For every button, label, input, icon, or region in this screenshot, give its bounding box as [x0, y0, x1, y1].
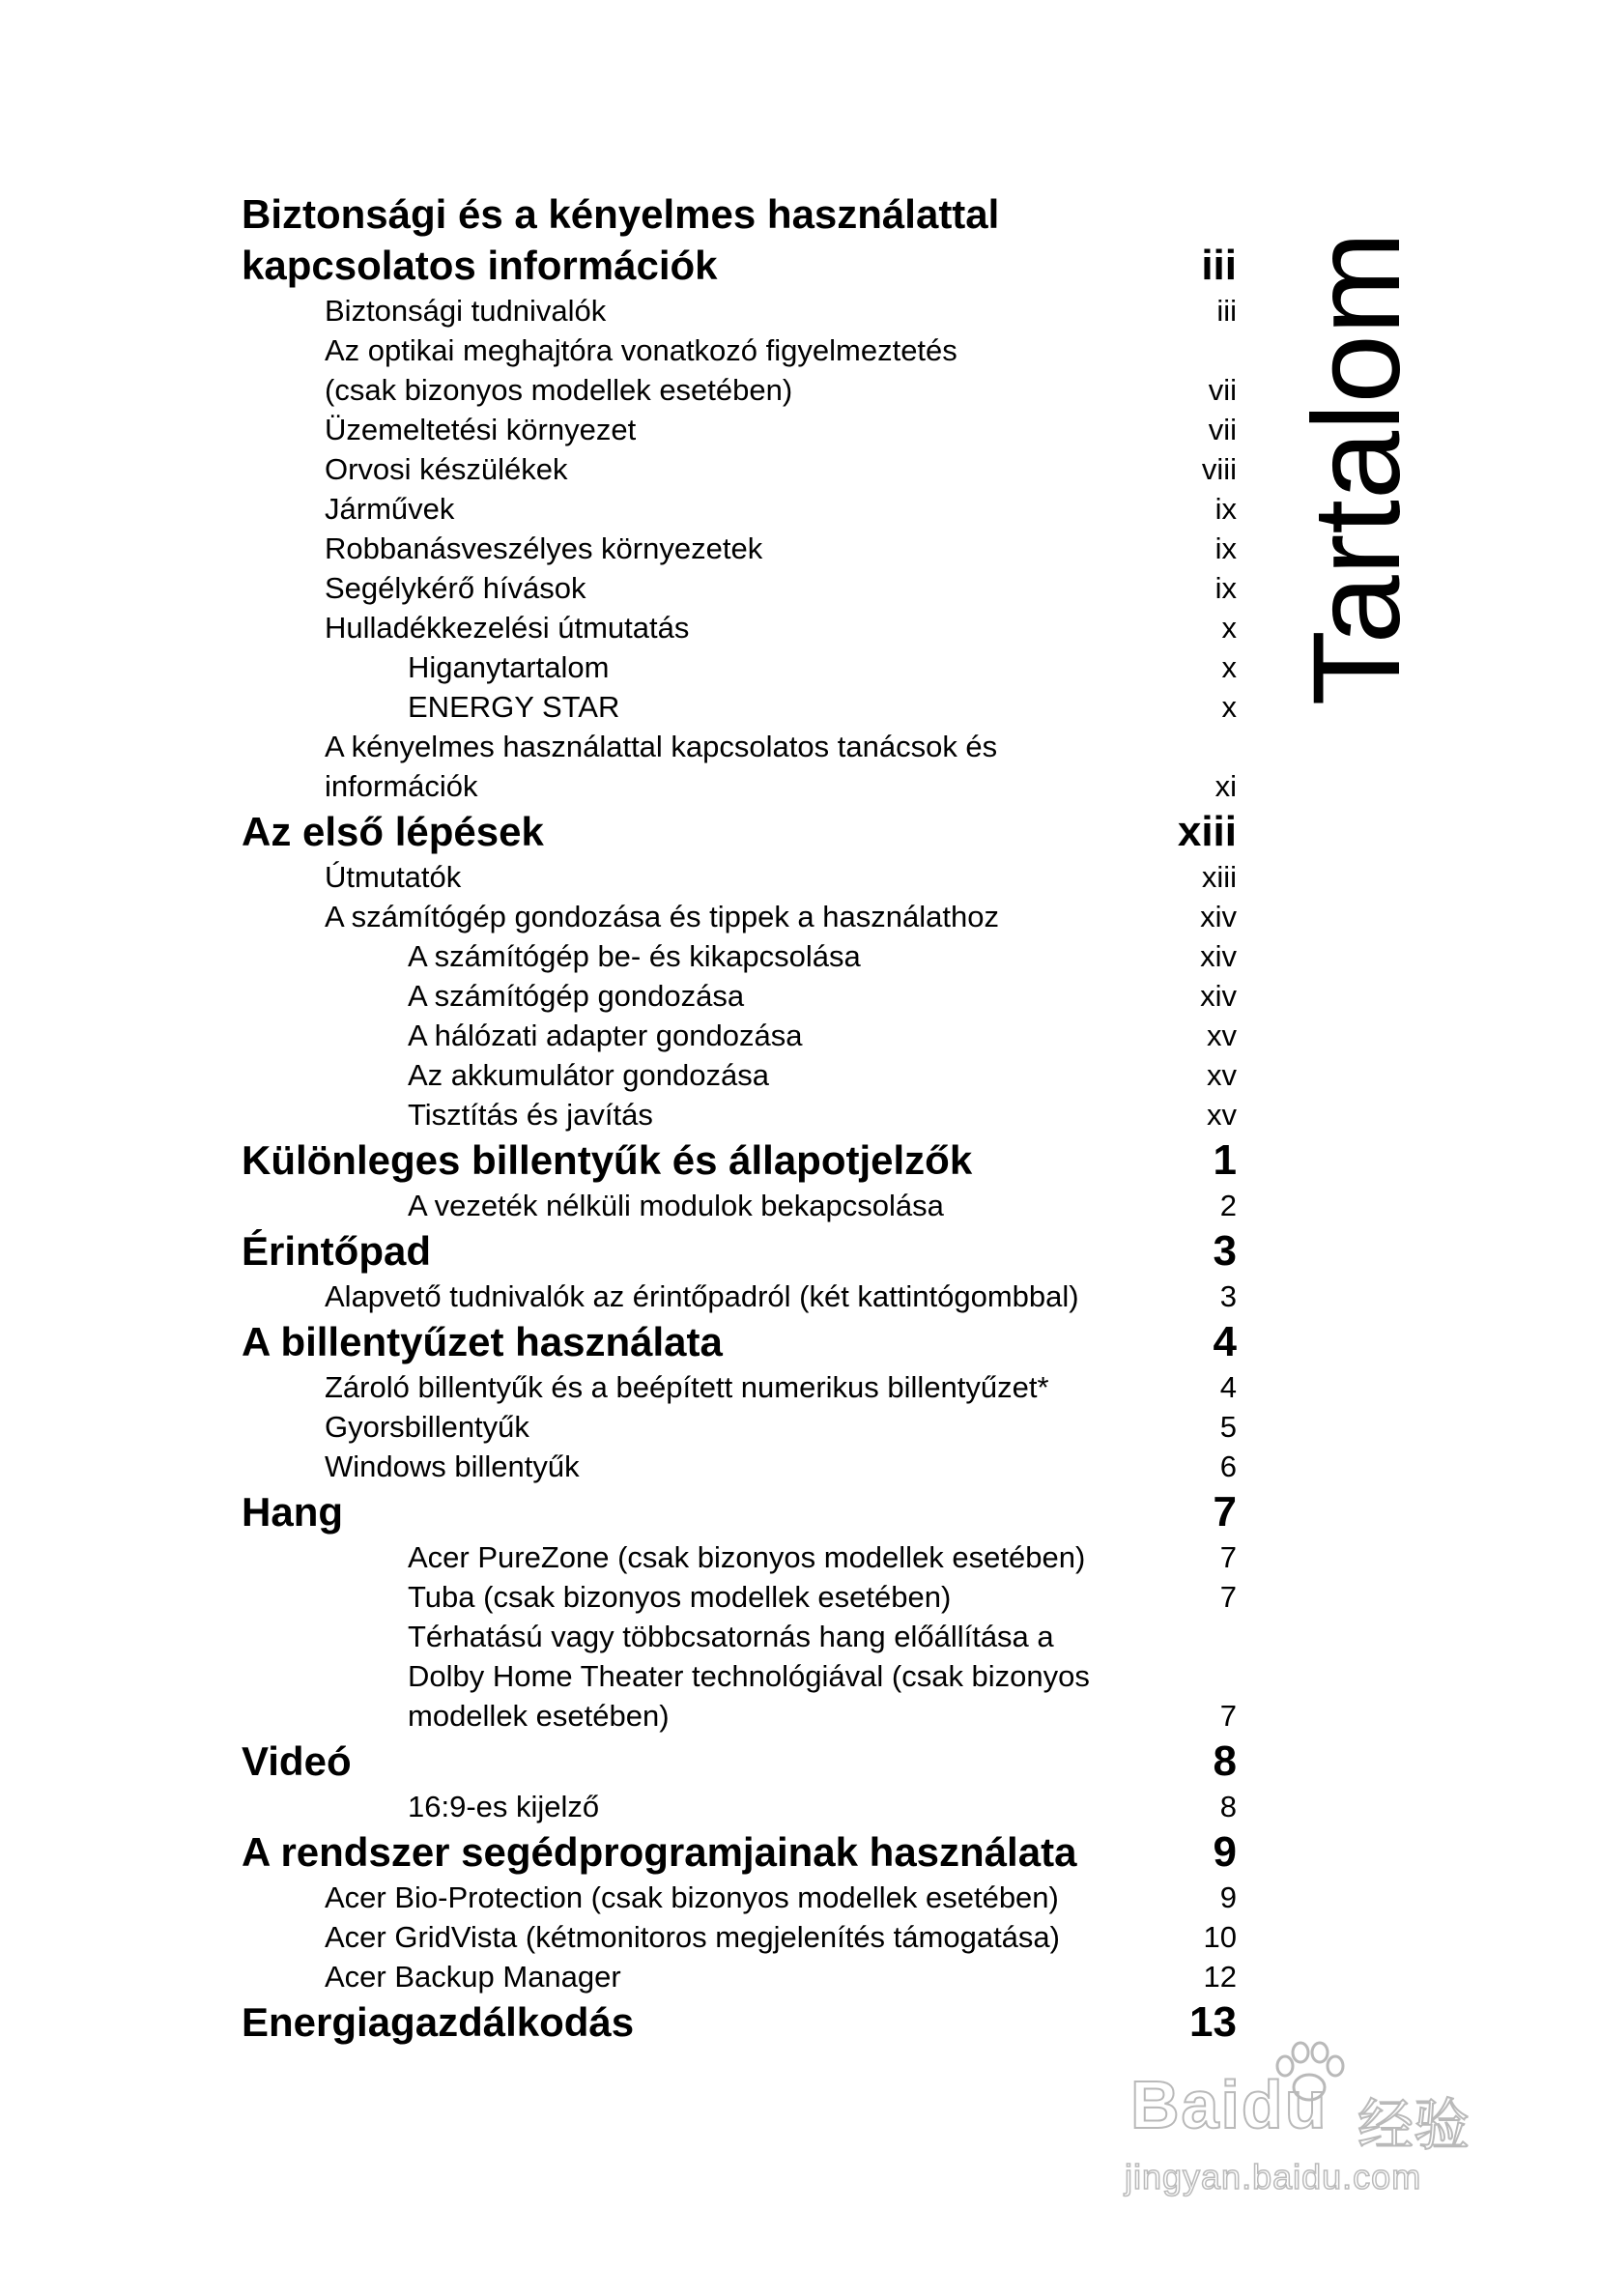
toc-entry	[242, 1696, 1237, 1736]
toc-entry-page: 12	[1203, 1960, 1237, 1994]
toc-entry-title: Acer GridVista (kétmonitoros megjelenítés támogatása)	[325, 1920, 1060, 1954]
toc-entry-title: kapcsolatos információk	[242, 243, 718, 288]
toc-entry-page: ix	[1214, 571, 1237, 605]
toc-entry-page: 8	[1213, 1737, 1237, 1785]
toc-entry-page: xiii	[1201, 860, 1237, 894]
baidu-watermark	[1121, 2039, 1507, 2223]
toc-entry-page: 1	[1213, 1136, 1237, 1184]
toc-entry	[242, 449, 1237, 489]
toc-entry	[242, 489, 1237, 529]
toc-entry	[242, 1957, 1237, 1996]
toc-entry-title: Biztonsági és a kényelmes használattal	[242, 191, 1000, 237]
toc-entry-title: Az első lépések	[242, 809, 544, 854]
toc-entry-page: ix	[1214, 531, 1237, 565]
toc-entry-title: Orvosi készülékek	[325, 452, 568, 486]
watermark-url: jingyan.baidu.com	[1125, 2157, 1422, 2196]
toc-entry-page: 13	[1189, 1998, 1237, 2046]
toc-entry	[242, 1186, 1237, 1225]
toc-entry-title: Robbanásveszélyes környezetek	[325, 531, 763, 565]
toc-chapter	[242, 1486, 1237, 1537]
toc-entry-title: Acer PureZone (csak bizonyos modellek esetében)	[408, 1540, 1086, 1574]
toc-chapter	[242, 240, 1237, 291]
toc-entry-page: vii	[1208, 413, 1237, 446]
toc-entry-page: xiv	[1200, 979, 1237, 1013]
toc-entry-title: Tisztítás és javítás	[408, 1098, 653, 1132]
toc-entry	[242, 1878, 1237, 1917]
toc-entry-title: A hálózati adapter gondozása	[408, 1019, 803, 1052]
toc-entry	[242, 1917, 1237, 1957]
toc-entry-title: Higanytartalom	[408, 650, 610, 684]
toc-entry	[242, 370, 1237, 410]
toc-entry-page: xv	[1207, 1019, 1237, 1052]
toc-entry-page: 3	[1213, 1227, 1237, 1275]
toc-entry-title: Érintőpad	[242, 1228, 431, 1274]
toc-entry	[242, 897, 1237, 936]
toc-entry	[242, 1016, 1237, 1055]
toc-chapter	[242, 1736, 1237, 1787]
toc-entry	[242, 1367, 1237, 1407]
toc-entry	[242, 330, 1237, 370]
toc-entry-title: modellek esetében)	[408, 1699, 670, 1733]
toc-entry-title: A számítógép be- és kikapcsolása	[408, 939, 861, 973]
toc-entry-page: 6	[1219, 1449, 1237, 1483]
toc-entry	[242, 936, 1237, 976]
toc-entry-title: információk	[325, 769, 478, 803]
toc-entry	[242, 766, 1237, 806]
toc-entry-page: 7	[1213, 1488, 1237, 1535]
toc-entry-title: Windows billentyűk	[325, 1449, 580, 1483]
toc-entry	[242, 568, 1237, 608]
toc-entry	[242, 1407, 1237, 1447]
toc-entry	[242, 1656, 1237, 1696]
toc-entry	[242, 687, 1237, 727]
toc-entry	[242, 410, 1237, 449]
toc-entry-title: Acer Bio-Protection (csak bizonyos modellek esetében)	[325, 1880, 1059, 1914]
toc-entry-page: x	[1221, 650, 1237, 684]
toc-entry-title: Tuba (csak bizonyos modellek esetében)	[408, 1580, 952, 1614]
toc-entry-page: 5	[1219, 1410, 1237, 1444]
toc-entry-page: x	[1221, 690, 1237, 724]
toc-entry-title: Különleges billentyűk és állapotjelzők	[242, 1137, 973, 1183]
toc-entry-title: Dolby Home Theater technológiával (csak bizonyos	[408, 1659, 1090, 1693]
toc-entry-page: xi	[1214, 769, 1237, 803]
toc-chapter	[242, 1134, 1237, 1186]
toc-entry	[242, 291, 1237, 330]
toc-entry-page: x	[1221, 611, 1237, 645]
toc-entry-title: Gyorsbillentyűk	[325, 1410, 529, 1444]
toc-entry	[242, 608, 1237, 647]
table-of-contents	[242, 188, 1237, 2048]
toc-entry-title: Hulladékkezelési útmutatás	[325, 611, 690, 645]
toc-chapter	[242, 806, 1237, 857]
side-title-text: Tartalom	[1288, 231, 1426, 706]
toc-entry	[242, 727, 1237, 766]
toc-entry-page: 4	[1219, 1370, 1237, 1404]
toc-entry-page: 9	[1213, 1828, 1237, 1876]
toc-entry	[242, 976, 1237, 1016]
toc-entry	[242, 647, 1237, 687]
toc-entry-title: ENERGY STAR	[408, 690, 620, 724]
toc-entry-page: xv	[1207, 1098, 1237, 1132]
toc-entry-title: A számítógép gondozása és tippek a használathoz	[325, 900, 999, 933]
toc-entry-title: Segélykérő hívások	[325, 571, 586, 605]
toc-entry-page: 9	[1219, 1880, 1237, 1914]
toc-entry-page: 8	[1219, 1790, 1237, 1823]
toc-entry-title: Járművek	[325, 492, 455, 526]
toc-entry-page: 2	[1219, 1189, 1237, 1222]
toc-entry	[242, 1447, 1237, 1486]
toc-entry	[242, 529, 1237, 568]
side-title	[1288, 198, 1426, 739]
toc-entry-page: 10	[1203, 1920, 1237, 1954]
toc-entry-title: Az akkumulátor gondozása	[408, 1058, 769, 1092]
toc-entry-page: xv	[1207, 1058, 1237, 1092]
toc-entry-title: A rendszer segédprogramjainak használata	[242, 1829, 1077, 1875]
toc-entry	[242, 1577, 1237, 1617]
toc-entry-title: Üzemeltetési környezet	[325, 413, 637, 446]
toc-entry-title: Energiagazdálkodás	[242, 1999, 635, 2045]
toc-entry-title: (csak bizonyos modellek esetében)	[325, 373, 793, 407]
toc-entry-title: Biztonsági tudnivalók	[325, 294, 607, 328]
toc-entry-page: 7	[1219, 1540, 1237, 1574]
baidu-logo: Baidu	[1130, 2067, 1329, 2142]
toc-entry-page: xiv	[1200, 900, 1237, 933]
toc-entry-page: 4	[1213, 1318, 1237, 1365]
toc-entry	[242, 1537, 1237, 1577]
toc-entry-page: viii	[1201, 452, 1237, 486]
toc-entry-title: Útmutatók	[325, 860, 462, 894]
toc-entry-title: 16:9-es kijelző	[408, 1790, 600, 1823]
toc-entry-title: A vezeték nélküli modulok bekapcsolása	[408, 1189, 944, 1222]
toc-entry-page: iii	[1201, 242, 1237, 289]
toc-entry-title: Alapvető tudnivalók az érintőpadról (két kattintógombbal)	[325, 1279, 1079, 1313]
toc-entry	[242, 857, 1237, 897]
toc-entry	[242, 1095, 1237, 1134]
toc-entry-title: A kényelmes használattal kapcsolatos tanácsok és	[325, 730, 998, 763]
toc-chapter	[242, 1316, 1237, 1367]
toc-entry-title: A számítógép gondozása	[408, 979, 745, 1013]
toc-entry	[242, 1277, 1237, 1316]
toc-entry-page: xiii	[1177, 808, 1237, 855]
toc-entry-page: 7	[1219, 1699, 1237, 1733]
watermark-chinese: 经验	[1357, 2092, 1471, 2158]
toc-entry-page: 7	[1219, 1580, 1237, 1614]
toc-entry-title: Zároló billentyűk és a beépített numerikus billentyűzet*	[325, 1370, 1049, 1404]
toc-entry	[242, 1617, 1237, 1656]
toc-entry-page: xiv	[1200, 939, 1237, 973]
toc-chapter	[242, 1225, 1237, 1277]
toc-chapter	[242, 1996, 1237, 2048]
toc-entry-title: Videó	[242, 1738, 352, 1784]
toc-entry	[242, 1787, 1237, 1826]
toc-entry-page: ix	[1214, 492, 1237, 526]
toc-entry-page: vii	[1208, 373, 1237, 407]
toc-entry-title: A billentyűzet használata	[242, 1319, 723, 1364]
toc-entry	[242, 1055, 1237, 1095]
toc-entry-title: Az optikai meghajtóra vonatkozó figyelmeztetés	[325, 333, 957, 367]
toc-entry-page: iii	[1216, 294, 1237, 328]
toc-chapter	[242, 1826, 1237, 1878]
toc-entry-title: Térhatású vagy többcsatornás hang előállítása a	[408, 1620, 1054, 1653]
toc-chapter	[242, 188, 1237, 240]
toc-entry-title: Acer Backup Manager	[325, 1960, 621, 1994]
toc-entry-title: Hang	[242, 1489, 343, 1535]
toc-entry-page: 3	[1219, 1279, 1237, 1313]
